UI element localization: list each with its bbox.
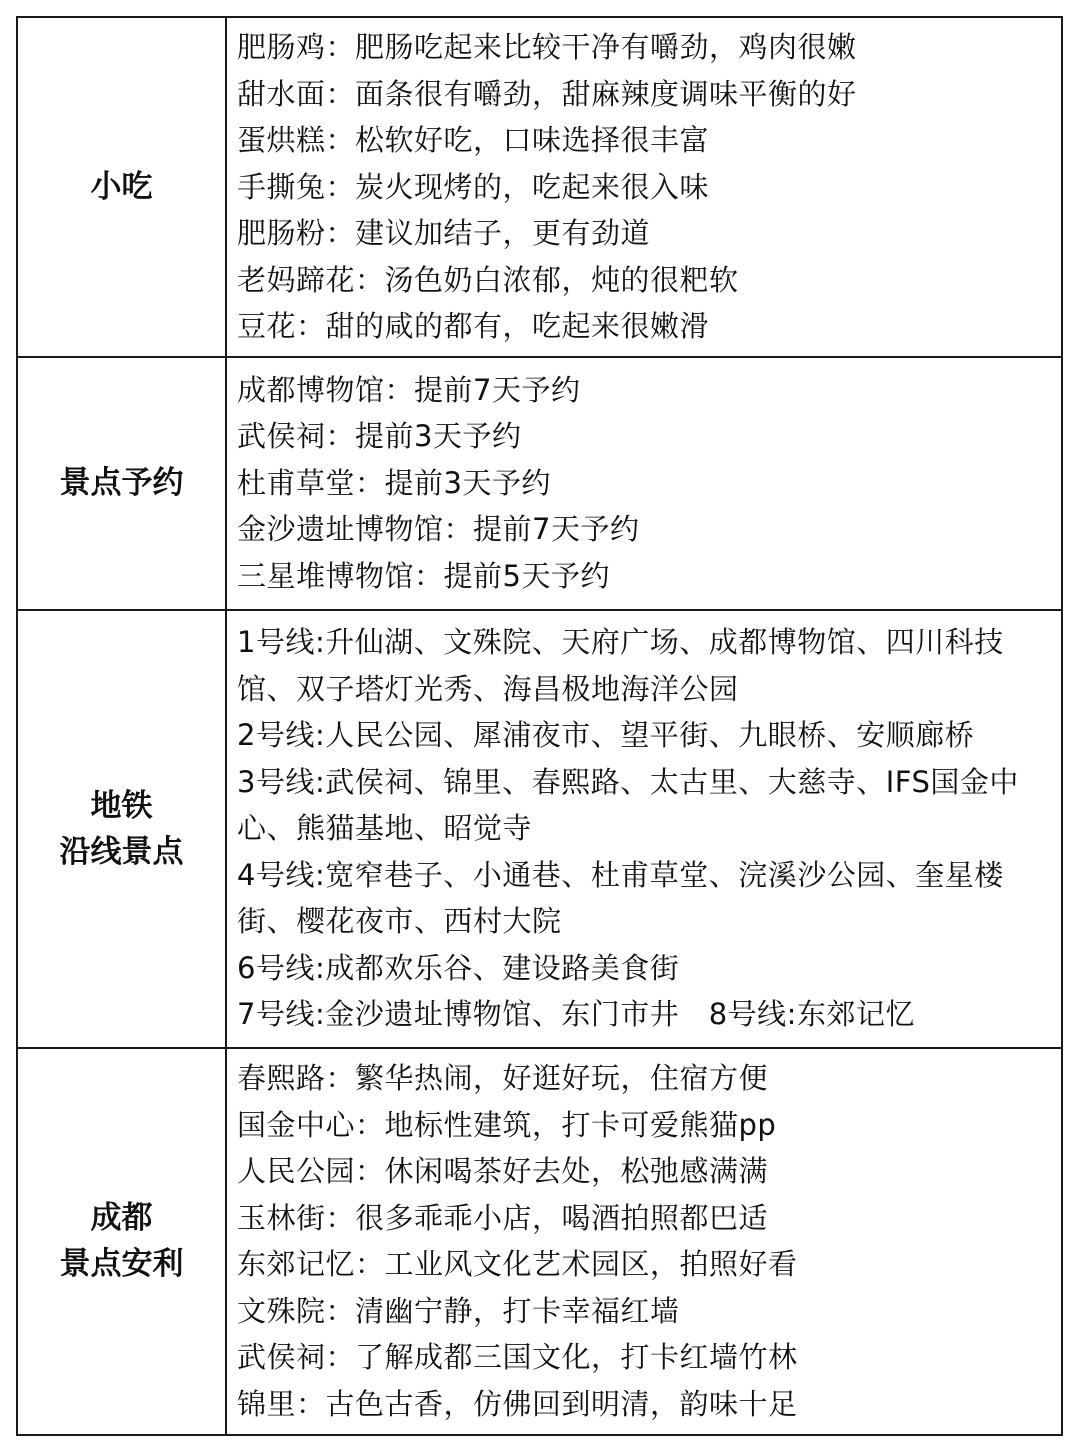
section-row-recommendations <box>17 1048 1062 1435</box>
reservation-entry: 杜甫草堂：提前3天予约 <box>237 465 551 500</box>
section-label-line: 沿线景点 <box>59 833 184 870</box>
section-label-line: 景点予约 <box>59 465 184 501</box>
metro-line-entry: 1号线:升仙湖、文殊院、天府广场、成都博物馆、四川科技馆、双子塔灯光秀、海昌极地海洋公园 <box>237 625 1004 706</box>
metro-line-entry: 6号线:成都欢乐谷、建设路美食街 <box>237 950 680 985</box>
metro-line-entry: 2号线:人民公园、犀浦夜市、望平街、九眼桥、安顺廊桥 <box>237 718 975 753</box>
section-label-line: 成都 <box>90 1200 153 1236</box>
recommendation-entry: 锦里：古色古香，仿佛回到明清，韵味十足 <box>237 1386 798 1421</box>
recommendation-entry: 文殊院：清幽宁静，打卡幸福红墙 <box>237 1293 680 1328</box>
reservation-entry: 三星堆博物馆：提前5天予约 <box>237 558 610 593</box>
section-label-reservations <box>17 357 226 610</box>
recommendation-entry: 武侯祠：了解成都三国文化，打卡红墙竹林 <box>237 1340 798 1374</box>
section-row-metro <box>17 610 1062 1048</box>
section-content-reservations <box>226 357 1062 610</box>
recommendation-entry: 国金中心：地标性建筑，打卡可爱熊猫pp <box>237 1107 777 1142</box>
recommendation-entry: 东郊记忆：工业风文化艺术园区，拍照好看 <box>237 1247 798 1281</box>
section-content-metro <box>226 610 1062 1048</box>
section-row-snacks <box>17 17 1062 357</box>
reservation-entry: 武侯祠：提前3天予约 <box>237 419 522 454</box>
section-label-line: 地铁 <box>90 787 153 824</box>
snack-entry: 肥肠粉：建议加结子，更有劲道 <box>237 216 651 250</box>
section-content-snacks <box>226 17 1062 357</box>
recommendation-entry: 人民公园：休闲喝茶好去处，松弛感满满 <box>237 1154 769 1188</box>
snack-entry: 老妈蹄花：汤色奶白浓郁，炖的很粑软 <box>237 262 739 297</box>
metro-line-entry: 3号线:武侯祠、锦里、春熙路、太古里、大慈寺、IFS国金中心、熊猫基地、昭觉寺 <box>237 764 1019 846</box>
section-label-line: 小吃 <box>90 168 153 205</box>
reservation-entry: 成都博物馆：提前7天予约 <box>237 372 581 407</box>
section-content-recommendations <box>226 1048 1062 1435</box>
metro-line-entry: 4号线:宽窄巷子、小通巷、杜甫草堂、浣溪沙公园、奎星楼街、樱花夜市、西村大院 <box>237 857 1004 939</box>
snack-entry: 手撕兔：炭火现烤的，吃起来很入味 <box>237 169 710 204</box>
reservation-entry: 金沙遗址博物馆：提前7天予约 <box>237 512 640 547</box>
metro-line-entry: 7号线:金沙遗址博物馆、东门市井 8号线:东郊记忆 <box>237 997 915 1032</box>
snack-entry: 甜水面：面条很有嚼劲，甜麻辣度调味平衡的好 <box>237 76 857 111</box>
section-row-reservations <box>17 357 1062 610</box>
travel-guide-table <box>16 16 1063 1436</box>
section-label-recommendations <box>17 1048 226 1435</box>
section-label-metro <box>17 610 226 1048</box>
section-label-snacks <box>17 17 226 357</box>
recommendation-entry: 春熙路：繁华热闹，好逛好玩，住宿方便 <box>237 1061 769 1095</box>
recommendation-entry: 玉林街：很多乖乖小店，喝酒拍照都巴适 <box>237 1200 769 1235</box>
section-label-line: 景点安利 <box>59 1246 184 1282</box>
snack-entry: 豆花：甜的咸的都有，吃起来很嫩滑 <box>237 309 710 343</box>
snack-entry: 蛋烘糕：松软好吃，口味选择很丰富 <box>237 123 710 157</box>
snack-entry: 肥肠鸡：肥肠吃起来比较干净有嚼劲，鸡肉很嫩 <box>237 30 857 64</box>
